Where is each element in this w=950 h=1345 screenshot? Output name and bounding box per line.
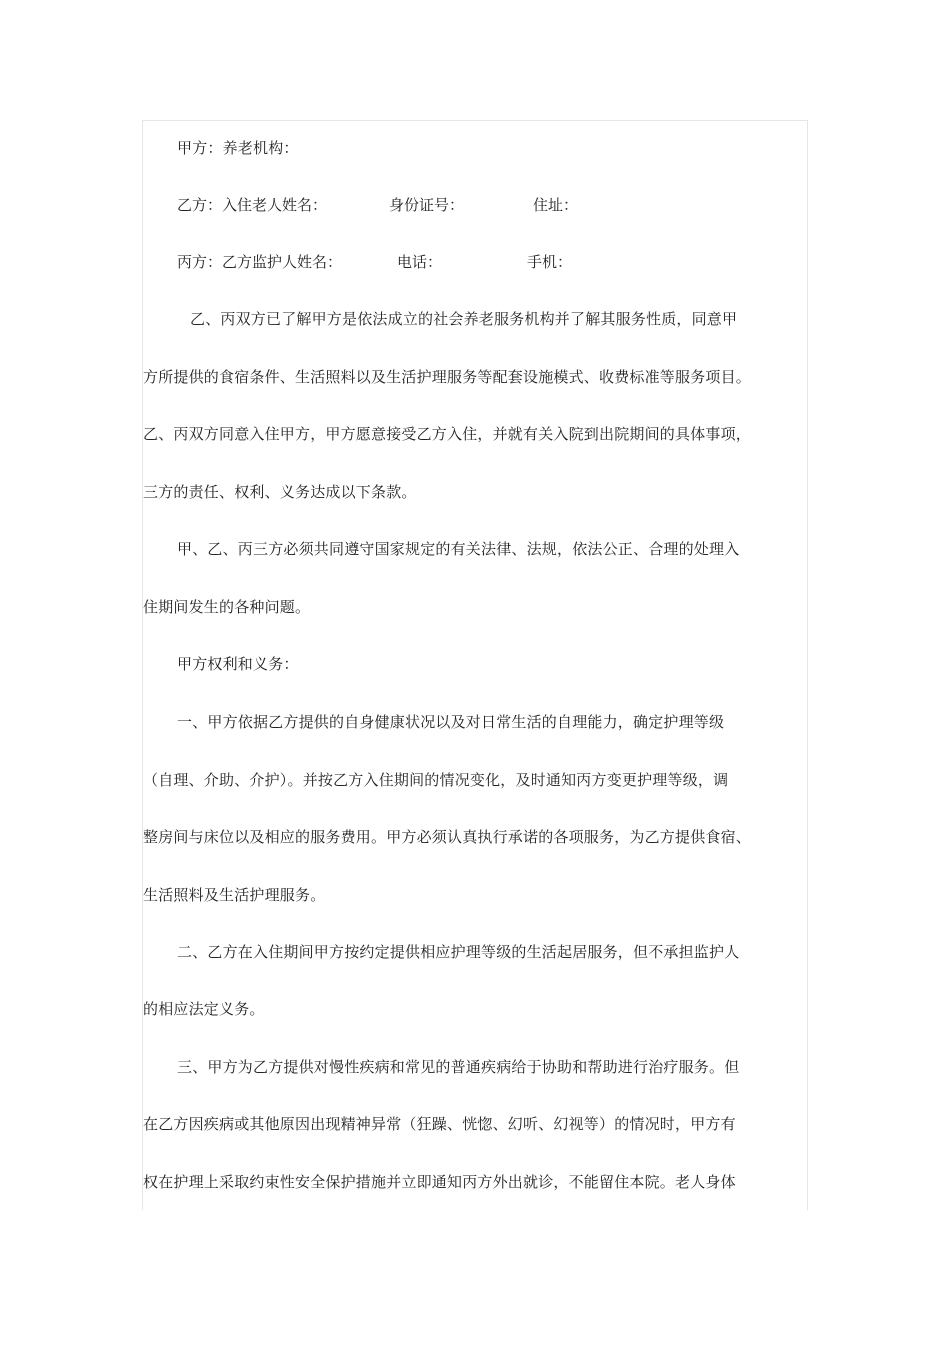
paragraph-line: 整房间与床位以及相应的服务费用。甲方必须认真执行承诺的各项服务，为乙方提供食宿、 [143, 828, 752, 846]
paragraph-line: 乙、丙双方同意入住甲方，甲方愿意接受乙方入住，并就有关入院到出院期间的具体事项， [143, 425, 752, 443]
paragraph-line: 在乙方因疾病或其他原因出现精神异常（狂躁、恍惚、幻听、幻视等）的情况时，甲方有 [143, 1115, 736, 1133]
paragraph-line: 甲、乙、丙三方必须共同遵守国家规定的有关法律、法规，依法公正、合理的处理入 [177, 540, 740, 558]
paragraph-line: 生活照料及生活护理服务。 [143, 886, 326, 904]
paragraph-line: 的相应法定义务。 [143, 1000, 265, 1018]
paragraph-line: 住期间发生的各种问题。 [143, 598, 311, 616]
party-c-name-label: 丙方：乙方监护人姓名： [177, 253, 343, 271]
paragraph-line: 权在护理上采取约束性安全保护措施并立即通知丙方外出就诊，不能留住本院。老人身体 [143, 1173, 736, 1191]
party-b-id-label: 身份证号： [389, 196, 465, 214]
section-heading: 甲方权利和义务： [177, 655, 299, 673]
party-b-address-label: 住址： [533, 196, 579, 214]
paragraph-line: 二、乙方在入住期间甲方按约定提供相应护理等级的生活起居服务，但不承担监护人 [177, 943, 740, 961]
party-a-line: 甲方：养老机构： [177, 139, 299, 157]
paragraph-line: 三方的责任、权利、义务达成以下条款。 [143, 483, 417, 501]
paragraph-line: （自理、介助、介护）。并按乙方入住期间的情况变化，及时通知丙方变更护理等级，调 [143, 771, 729, 789]
paragraph-line: 方所提供的食宿条件、生活照料以及生活护理服务等配套设施模式、收费标准等服务项目。 [143, 368, 752, 386]
paragraph-line: 一、甲方依据乙方提供的自身健康状况以及对日常生活的自理能力，确定护理等级 [177, 713, 725, 731]
party-c-phone-label: 电话： [397, 253, 443, 271]
party-c-mobile-label: 手机： [527, 253, 573, 271]
paragraph-line: 乙、丙双方已了解甲方是依法成立的社会养老服务机构并了解其服务性质，同意甲 [190, 310, 738, 328]
paragraph-line: 三、甲方为乙方提供对慢性疾病和常见的普通疾病给于协助和帮助进行治疗服务。但 [177, 1058, 740, 1076]
party-b-name-label: 乙方：入住老人姓名： [177, 196, 328, 214]
